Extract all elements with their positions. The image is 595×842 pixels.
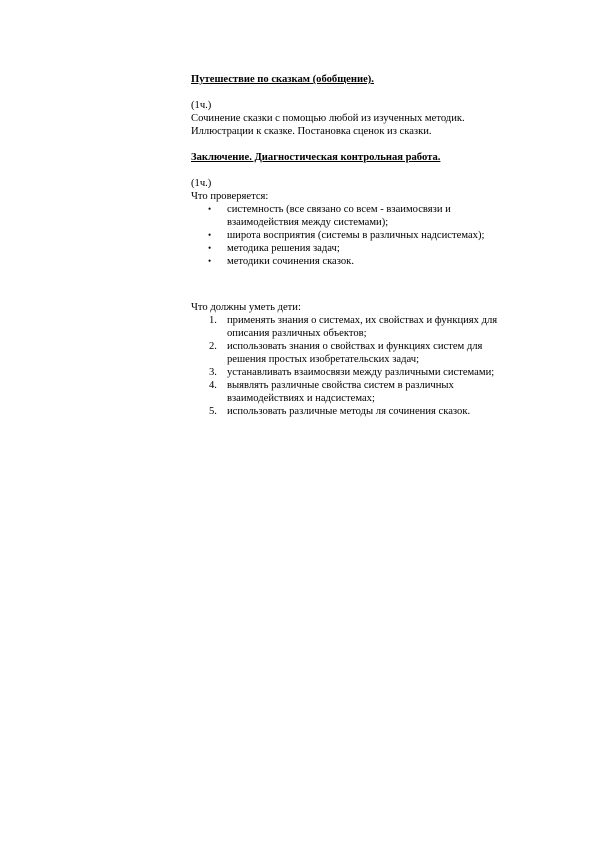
list-item [191, 242, 521, 255]
list-item-number: 4. [209, 380, 217, 391]
list-item-text: использовать знания о свойствах и функциях систем для решения простых изобретательских задач; [227, 341, 483, 365]
hours-label: (1ч.) [191, 100, 212, 111]
list-item [191, 405, 521, 418]
bullet-icon: • [208, 230, 212, 240]
checked-label: Что проверяется: [191, 191, 269, 202]
checked-list [191, 203, 521, 268]
list-item-text: выявлять различные свойства систем в различных взаимодействиях и надсистемах; [227, 380, 454, 404]
text-line: Иллюстрации к сказке. Постановка сценок из сказки. [191, 126, 432, 137]
hours-label: (1ч.) [191, 178, 212, 189]
list-item [191, 229, 521, 242]
skills-list [191, 314, 521, 418]
list-item [191, 203, 521, 229]
bullet-icon: • [208, 204, 212, 214]
bullet-icon: • [208, 256, 212, 266]
list-item-number: 2. [209, 341, 217, 352]
list-item-number: 5. [209, 406, 217, 417]
skills-label: Что должны уметь дети: [191, 302, 301, 313]
list-item-number: 1. [209, 315, 217, 326]
bullet-icon: • [208, 243, 212, 253]
list-item-text: устанавливать взаимосвязи между различными системами; [227, 367, 495, 378]
list-item [191, 340, 521, 366]
document-body [191, 73, 521, 418]
section-heading-tales-journey: Путешествие по сказкам (обобщение). [191, 74, 374, 85]
list-item-text: методики сочинения сказок. [227, 256, 354, 267]
list-item-number: 3. [209, 367, 217, 378]
text-line: Сочинение сказки с помощью любой из изученных методик. [191, 113, 465, 124]
list-item [191, 379, 521, 405]
list-item [191, 314, 521, 340]
list-item-text: методика решения задач; [227, 243, 340, 254]
list-item-text: использовать различные методы ля сочинения сказок. [227, 406, 471, 417]
list-item-text: широта восприятия (системы в различных надсистемах); [227, 230, 485, 241]
list-item-text: применять знания о системах, их свойствах и функциях для описания различных объектов; [227, 315, 498, 339]
list-item [191, 255, 521, 268]
list-item-text: системность (все связано со всем - взаимосвязи и взаимодействия между системами); [227, 204, 451, 228]
section-heading-conclusion: Заключение. Диагностическая контрольная работа. [191, 152, 441, 163]
list-item [191, 366, 521, 379]
